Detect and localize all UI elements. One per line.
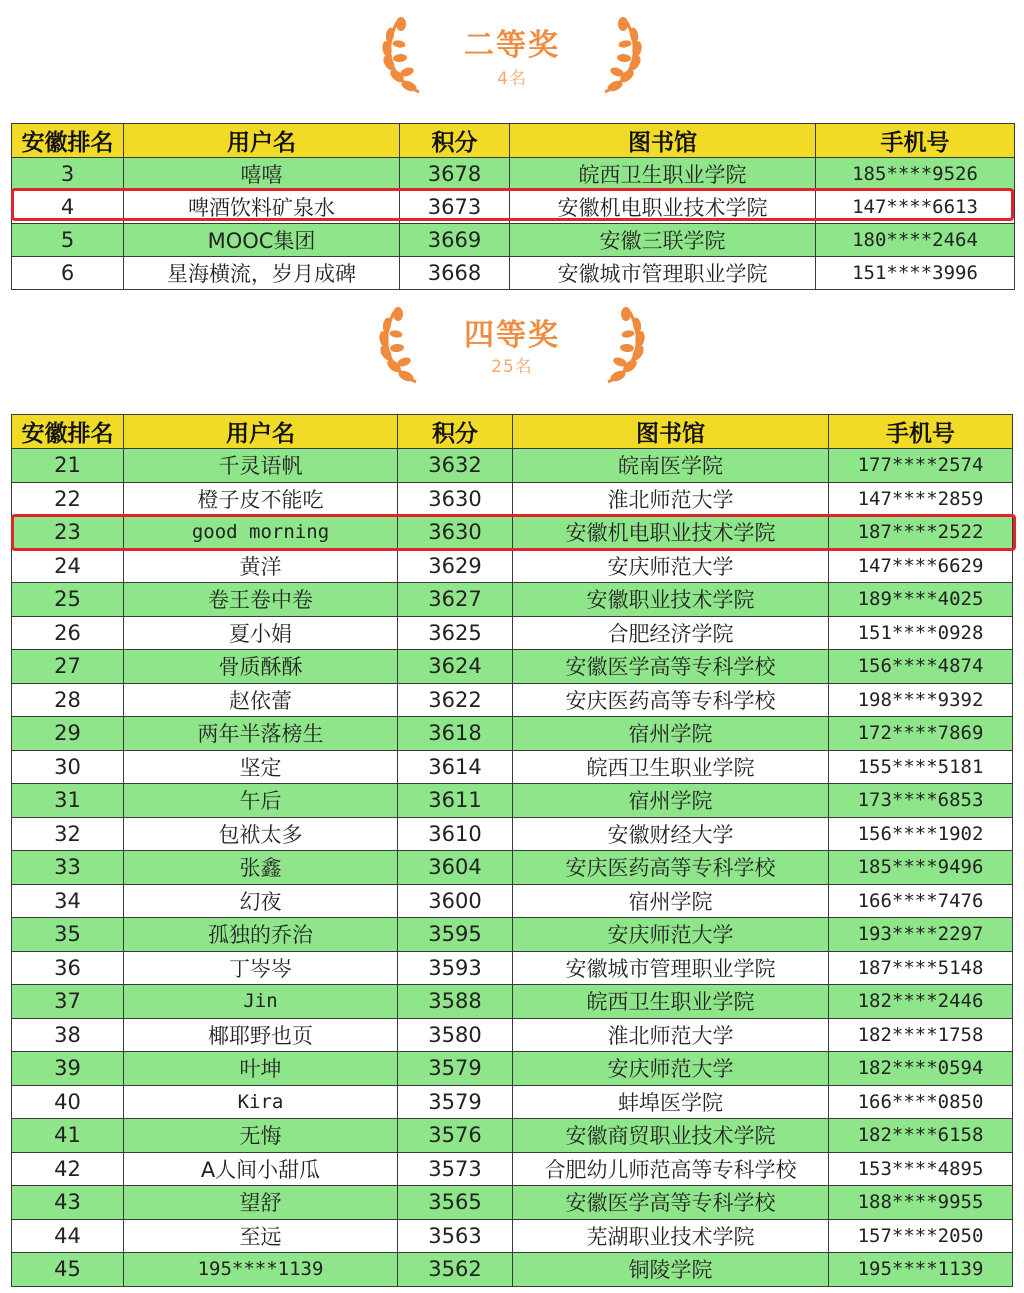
cell-library: 安庆医药高等专科学校 [513, 683, 829, 717]
cell-phone: 147****6613 [816, 191, 1015, 224]
table-row [12, 884, 1013, 918]
table-row [12, 516, 1013, 550]
cell-rank: 39 [12, 1052, 124, 1086]
cell-rank: 24 [12, 549, 124, 583]
cell-library: 蚌埠医学院 [513, 1085, 829, 1119]
cell-score: 3595 [398, 918, 513, 952]
cell-library: 铜陵学院 [513, 1253, 829, 1287]
cell-user: Jin [124, 985, 398, 1019]
cell-phone: 155****5181 [829, 750, 1013, 784]
table-row [12, 650, 1013, 684]
cell-user: 幻夜 [124, 884, 398, 918]
cell-user: good morning [124, 516, 398, 550]
cell-rank: 42 [12, 1152, 124, 1186]
cell-user: 骨质酥酥 [124, 650, 398, 684]
cell-score: 3588 [398, 985, 513, 1019]
cell-phone: 185****9496 [829, 851, 1013, 885]
cell-phone: 147****6629 [829, 549, 1013, 583]
header-score: 积分 [400, 124, 510, 158]
table-row [12, 549, 1013, 583]
cell-user: 赵依蕾 [124, 683, 398, 717]
cell-user: 千灵语帆 [124, 449, 398, 483]
cell-user: A人间小甜瓜 [124, 1152, 398, 1186]
cell-phone: 153****4895 [829, 1152, 1013, 1186]
cell-library: 安徽医学高等专科学校 [513, 650, 829, 684]
cell-phone: 187****5148 [829, 951, 1013, 985]
cell-rank: 31 [12, 784, 124, 818]
cell-library: 淮北师范大学 [513, 482, 829, 516]
cell-phone: 188****9955 [829, 1186, 1013, 1220]
cell-rank: 26 [12, 616, 124, 650]
cell-phone: 166****7476 [829, 884, 1013, 918]
cell-rank: 6 [12, 257, 124, 290]
cell-library: 安徽机电职业技术学院 [513, 516, 829, 550]
cell-library: 芜湖职业技术学院 [513, 1219, 829, 1253]
cell-phone: 185****9526 [816, 158, 1015, 191]
cell-rank: 35 [12, 918, 124, 952]
cell-user: 包袱太多 [124, 817, 398, 851]
cell-phone: 180****2464 [816, 224, 1015, 257]
cell-library: 安徽城市管理职业学院 [510, 257, 816, 290]
cell-score: 3573 [398, 1152, 513, 1186]
table-row [12, 224, 1015, 257]
cell-user: 啤酒饮料矿泉水 [124, 191, 400, 224]
cell-rank: 4 [12, 191, 124, 224]
cell-phone: 182****1758 [829, 1018, 1013, 1052]
second-prize-title: 二等奖 [464, 28, 560, 63]
cell-rank: 41 [12, 1119, 124, 1153]
header-library: 图书馆 [513, 415, 829, 449]
header-user: 用户名 [124, 124, 400, 158]
cell-phone: 151****0928 [829, 616, 1013, 650]
cell-library: 安徽商贸职业技术学院 [513, 1119, 829, 1153]
cell-score: 3600 [398, 884, 513, 918]
cell-user: 星海横流，岁月成碑 [124, 257, 400, 290]
table-row [12, 985, 1013, 1019]
cell-library: 安徽财经大学 [513, 817, 829, 851]
cell-library: 安庆师范大学 [513, 549, 829, 583]
cell-library: 皖西卫生职业学院 [513, 750, 829, 784]
cell-score: 3625 [398, 616, 513, 650]
table-header-row [12, 415, 1013, 449]
cell-library: 合肥经济学院 [513, 616, 829, 650]
header-phone: 手机号 [829, 415, 1013, 449]
table-row [12, 616, 1013, 650]
cell-score: 3622 [398, 683, 513, 717]
cell-phone: 151****3996 [816, 257, 1015, 290]
cell-library: 宿州学院 [513, 717, 829, 751]
cell-rank: 44 [12, 1219, 124, 1253]
cell-rank: 23 [12, 516, 124, 550]
cell-score: 3669 [400, 224, 510, 257]
cell-user: 黄洋 [124, 549, 398, 583]
cell-phone: 195****1139 [829, 1253, 1013, 1287]
cell-rank: 27 [12, 650, 124, 684]
cell-score: 3565 [398, 1186, 513, 1220]
cell-library: 安庆师范大学 [513, 1052, 829, 1086]
cell-rank: 45 [12, 1253, 124, 1287]
table-row [12, 1253, 1013, 1287]
header-library: 图书馆 [510, 124, 816, 158]
cell-library: 安徽城市管理职业学院 [513, 951, 829, 985]
cell-score: 3624 [398, 650, 513, 684]
cell-phone: 156****4874 [829, 650, 1013, 684]
cell-user: MOOC集团 [124, 224, 400, 257]
table-row [12, 1219, 1013, 1253]
cell-user: 坚定 [124, 750, 398, 784]
table-row [12, 817, 1013, 851]
cell-rank: 36 [12, 951, 124, 985]
table-row [12, 257, 1015, 290]
table-row [12, 717, 1013, 751]
header-rank: 安徽排名 [12, 124, 124, 158]
second-prize-heading [0, 10, 1024, 105]
cell-user: Kira [124, 1085, 398, 1119]
table-row [12, 951, 1013, 985]
cell-phone: 147****2859 [829, 482, 1013, 516]
cell-library: 淮北师范大学 [513, 1018, 829, 1052]
cell-rank: 3 [12, 158, 124, 191]
cell-phone: 182****6158 [829, 1119, 1013, 1153]
cell-score: 3576 [398, 1119, 513, 1153]
cell-rank: 28 [12, 683, 124, 717]
cell-rank: 21 [12, 449, 124, 483]
cell-rank: 40 [12, 1085, 124, 1119]
cell-library: 宿州学院 [513, 784, 829, 818]
cell-user: 195****1139 [124, 1253, 398, 1287]
cell-score: 3629 [398, 549, 513, 583]
cell-library: 安庆师范大学 [513, 918, 829, 952]
cell-score: 3630 [398, 516, 513, 550]
table-row [12, 683, 1013, 717]
cell-library: 安徽三联学院 [510, 224, 816, 257]
cell-score: 3610 [398, 817, 513, 851]
fourth-prize-heading [0, 300, 1024, 390]
cell-score: 3611 [398, 784, 513, 818]
table-row [12, 449, 1013, 483]
cell-rank: 32 [12, 817, 124, 851]
cell-phone: 193****2297 [829, 918, 1013, 952]
table-row [12, 1018, 1013, 1052]
cell-rank: 38 [12, 1018, 124, 1052]
cell-score: 3579 [398, 1052, 513, 1086]
cell-phone: 156****1902 [829, 817, 1013, 851]
second-prize-count: 4名 [497, 69, 527, 89]
cell-phone: 177****2574 [829, 449, 1013, 483]
cell-phone: 182****0594 [829, 1052, 1013, 1086]
cell-user: 夏小娟 [124, 616, 398, 650]
cell-rank: 37 [12, 985, 124, 1019]
cell-rank: 22 [12, 482, 124, 516]
fourth-prize-count: 25名 [491, 357, 533, 377]
cell-library: 合肥幼儿师范高等专科学校 [513, 1152, 829, 1186]
cell-library: 安徽职业技术学院 [513, 583, 829, 617]
cell-user: 椰耶野也页 [124, 1018, 398, 1052]
cell-phone: 189****4025 [829, 583, 1013, 617]
cell-user: 张鑫 [124, 851, 398, 885]
cell-library: 皖西卫生职业学院 [513, 985, 829, 1019]
table-row [12, 750, 1013, 784]
cell-rank: 29 [12, 717, 124, 751]
cell-user: 嘻嘻 [124, 158, 400, 191]
cell-phone: 157****2050 [829, 1219, 1013, 1253]
cell-score: 3614 [398, 750, 513, 784]
cell-rank: 43 [12, 1186, 124, 1220]
cell-user: 午后 [124, 784, 398, 818]
cell-score: 3562 [398, 1253, 513, 1287]
cell-user: 叶坤 [124, 1052, 398, 1086]
cell-rank: 33 [12, 851, 124, 885]
cell-library: 安徽机电职业技术学院 [510, 191, 816, 224]
table-row [12, 482, 1013, 516]
cell-score: 3673 [400, 191, 510, 224]
cell-library: 安庆医药高等专科学校 [513, 851, 829, 885]
table-row [12, 1152, 1013, 1186]
cell-score: 3627 [398, 583, 513, 617]
cell-phone: 166****0850 [829, 1085, 1013, 1119]
header-rank: 安徽排名 [12, 415, 124, 449]
cell-phone: 198****9392 [829, 683, 1013, 717]
cell-user: 卷王卷中卷 [124, 583, 398, 617]
cell-score: 3604 [398, 851, 513, 885]
cell-rank: 30 [12, 750, 124, 784]
cell-phone: 172****7869 [829, 717, 1013, 751]
fourth-prize-table [11, 414, 1013, 1287]
cell-score: 3579 [398, 1085, 513, 1119]
cell-user: 丁岑岑 [124, 951, 398, 985]
cell-user: 无悔 [124, 1119, 398, 1153]
table-row [12, 1085, 1013, 1119]
cell-phone: 187****2522 [829, 516, 1013, 550]
cell-user: 橙子皮不能吃 [124, 482, 398, 516]
cell-score: 3580 [398, 1018, 513, 1052]
table-row [12, 1052, 1013, 1086]
table-row [12, 583, 1013, 617]
table-header-row [12, 124, 1015, 158]
cell-phone: 182****2446 [829, 985, 1013, 1019]
cell-library: 皖南医学院 [513, 449, 829, 483]
cell-library: 宿州学院 [513, 884, 829, 918]
cell-score: 3632 [398, 449, 513, 483]
table-row [12, 784, 1013, 818]
cell-score: 3593 [398, 951, 513, 985]
cell-score: 3630 [398, 482, 513, 516]
cell-rank: 34 [12, 884, 124, 918]
cell-user: 至远 [124, 1219, 398, 1253]
header-user: 用户名 [124, 415, 398, 449]
cell-score: 3668 [400, 257, 510, 290]
cell-user: 孤独的乔治 [124, 918, 398, 952]
cell-phone: 173****6853 [829, 784, 1013, 818]
second-prize-table [11, 123, 1015, 290]
header-phone: 手机号 [816, 124, 1015, 158]
table-row [12, 1186, 1013, 1220]
table-row [12, 1119, 1013, 1153]
cell-rank: 25 [12, 583, 124, 617]
cell-score: 3563 [398, 1219, 513, 1253]
table-row [12, 918, 1013, 952]
fourth-prize-title: 四等奖 [464, 318, 560, 353]
table-row [12, 158, 1015, 191]
cell-score: 3618 [398, 717, 513, 751]
cell-user: 望舒 [124, 1186, 398, 1220]
cell-library: 皖西卫生职业学院 [510, 158, 816, 191]
cell-rank: 5 [12, 224, 124, 257]
cell-user: 两年半落榜生 [124, 717, 398, 751]
header-score: 积分 [398, 415, 513, 449]
table-row [12, 851, 1013, 885]
cell-library: 安徽医学高等专科学校 [513, 1186, 829, 1220]
table-row [12, 191, 1015, 224]
cell-score: 3678 [400, 158, 510, 191]
